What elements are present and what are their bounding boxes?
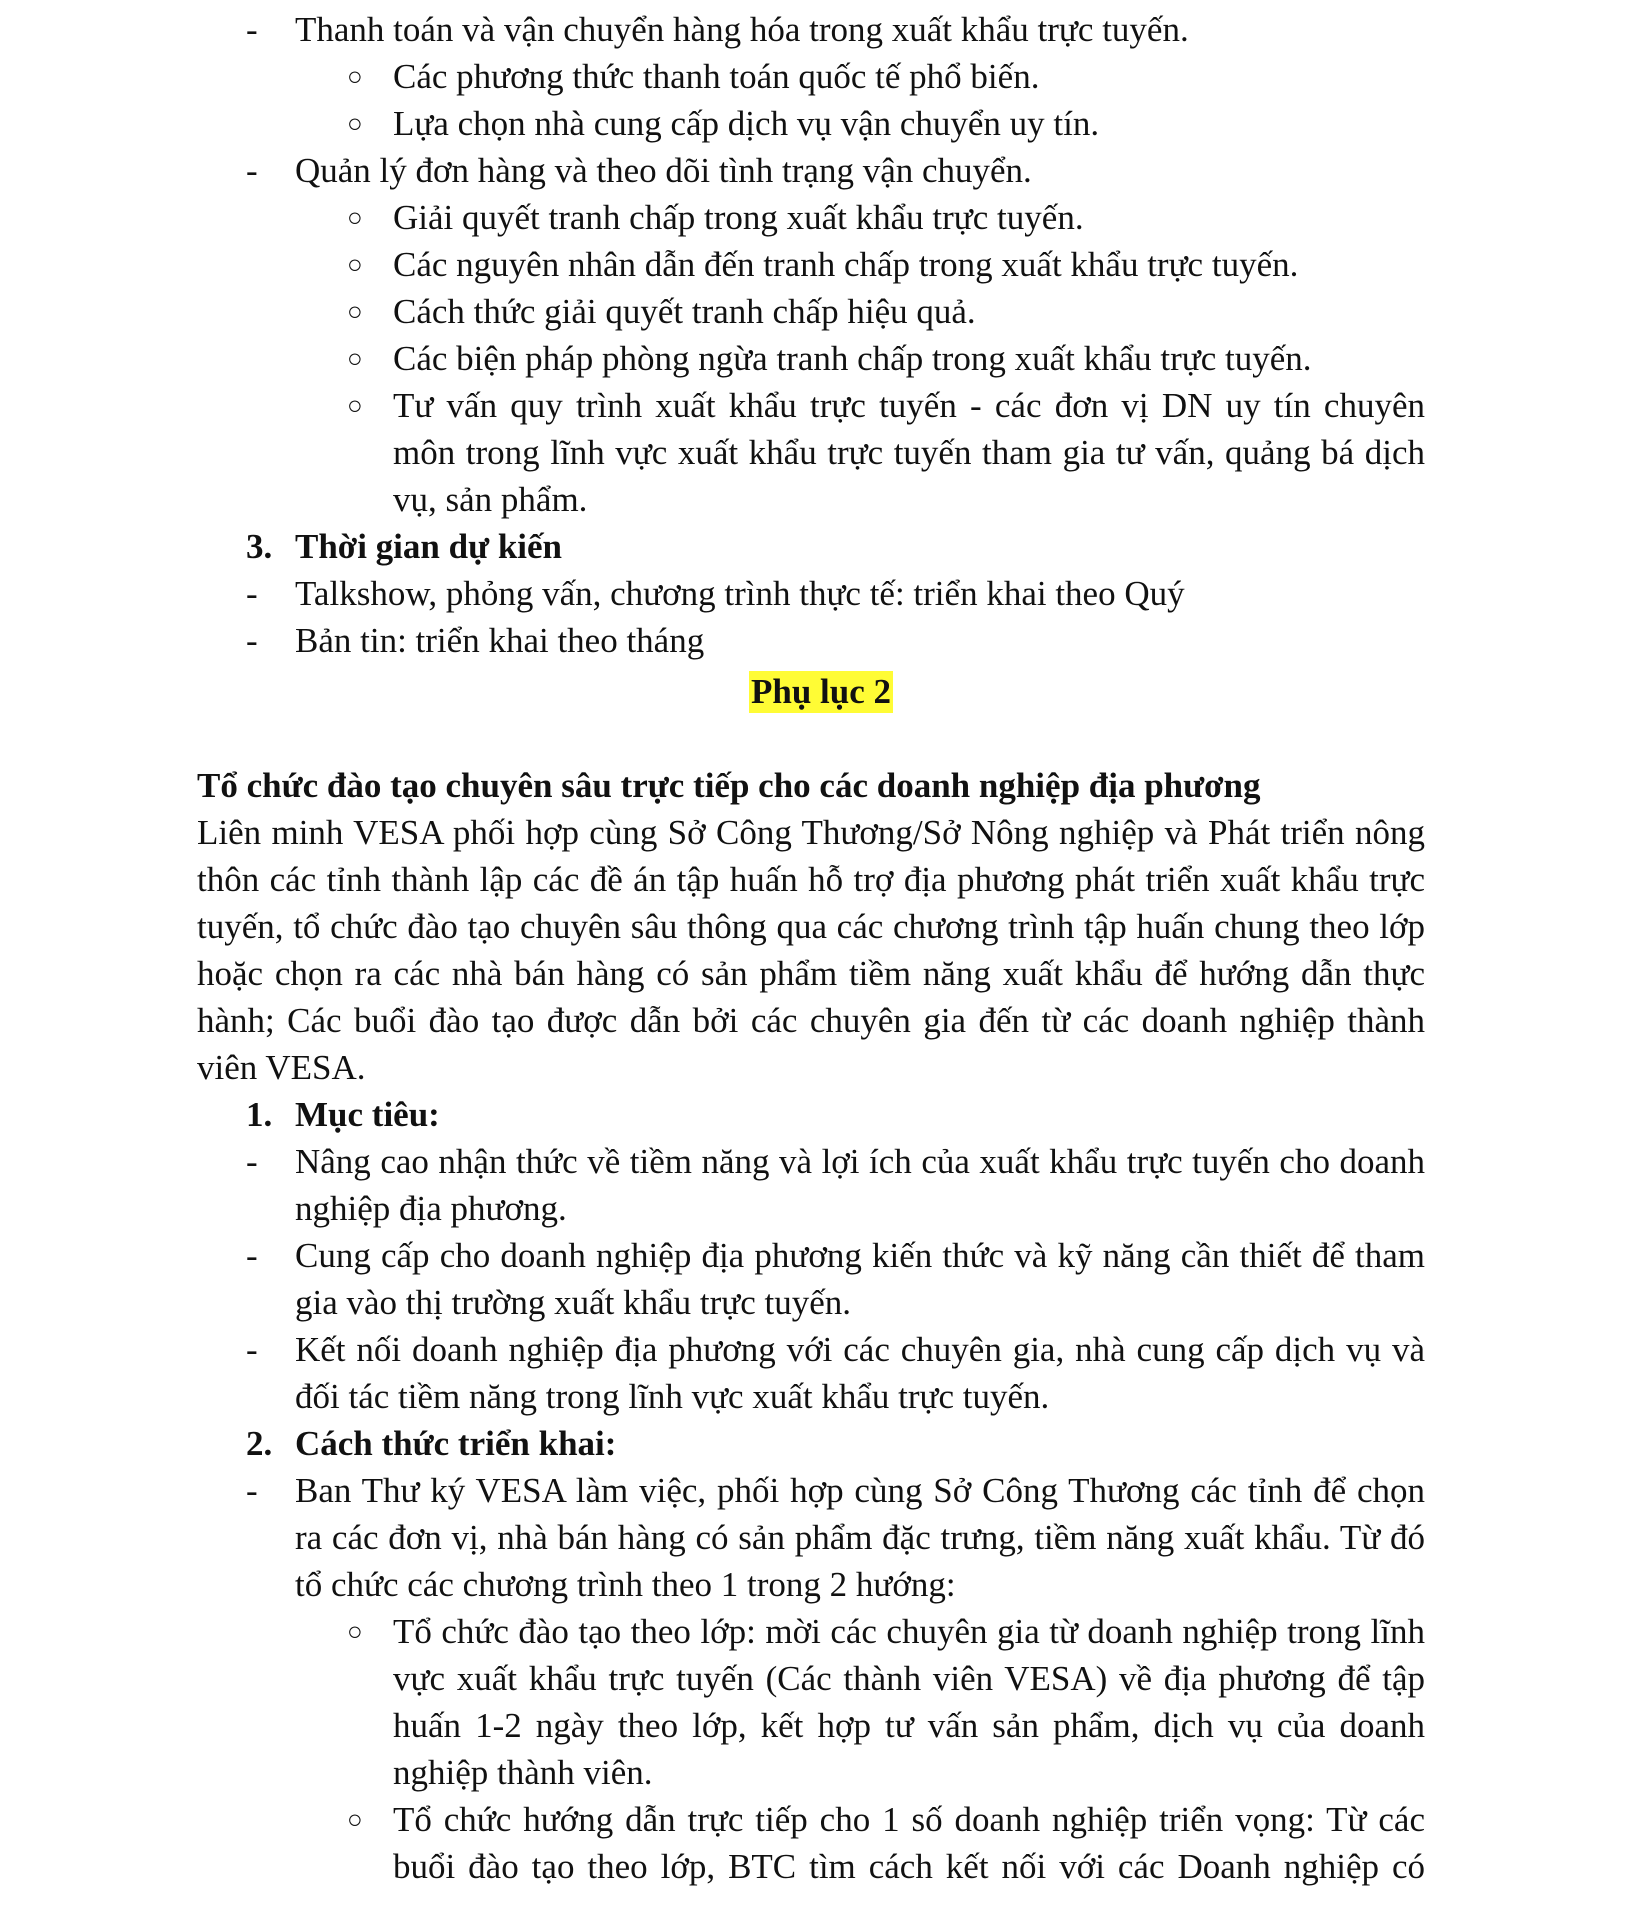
section-number: 1. bbox=[246, 1095, 273, 1134]
circle-bullet-icon: ○ bbox=[347, 109, 363, 138]
list-item-text: Talkshow, phỏng vấn, chương trình thực tế: triển khai theo Quý bbox=[295, 574, 1185, 613]
list-item-text: Tổ chức hướng dẫn trực tiếp cho 1 số doanh nghiệp triển vọng: Từ các buổi đào tạo theo lớp, BTC tìm cách kết nối với các Doanh nghiệp có bbox=[393, 1800, 1425, 1886]
circle-bullet-icon: ○ bbox=[347, 1805, 363, 1834]
circle-bullet-icon: ○ bbox=[347, 62, 363, 91]
appendix-heading: Tổ chức đào tạo chuyên sâu trực tiếp cho các doanh nghiệp địa phương bbox=[197, 766, 1261, 805]
list-item bbox=[0, 335, 1642, 382]
circle-bullet-icon: ○ bbox=[347, 344, 363, 373]
circle-bullet-icon: ○ bbox=[347, 297, 363, 326]
list-item bbox=[0, 570, 1642, 617]
appendix-title-wrap bbox=[0, 668, 1642, 715]
list-item-text: Kết nối doanh nghiệp địa phương với các chuyên gia, nhà cung cấp dịch vụ và đối tác tiềm năng trong lĩnh vực xuất khẩu trực tuyến. bbox=[295, 1330, 1425, 1416]
list-item bbox=[0, 53, 1642, 100]
list-item bbox=[0, 1138, 1642, 1232]
dash-marker: - bbox=[246, 1142, 258, 1181]
list-item bbox=[0, 617, 1642, 664]
appendix-body bbox=[0, 762, 1642, 1890]
section-number: 3. bbox=[246, 527, 273, 566]
dash-marker: - bbox=[246, 151, 258, 190]
list-item bbox=[0, 1467, 1642, 1608]
list-item-text: Cách thức giải quyết tranh chấp hiệu quả. bbox=[393, 292, 976, 331]
top-list bbox=[0, 6, 1642, 664]
dash-marker: - bbox=[246, 1236, 258, 1275]
list-item-text: Các biện pháp phòng ngừa tranh chấp trong xuất khẩu trực tuyến. bbox=[393, 339, 1312, 378]
section-heading-text: Cách thức triển khai: bbox=[295, 1424, 617, 1463]
list-item bbox=[0, 1796, 1642, 1890]
section-heading bbox=[0, 523, 1642, 570]
dash-marker: - bbox=[246, 1471, 258, 1510]
list-item-text: Cung cấp cho doanh nghiệp địa phương kiến thức và kỹ năng cần thiết để tham gia vào thị trường xuất khẩu trực tuyến. bbox=[295, 1236, 1425, 1322]
list-item bbox=[0, 241, 1642, 288]
list-item bbox=[0, 382, 1642, 523]
list-item-text: Giải quyết tranh chấp trong xuất khẩu trực tuyến. bbox=[393, 198, 1084, 237]
list-item-text: Lựa chọn nhà cung cấp dịch vụ vận chuyển uy tín. bbox=[393, 104, 1100, 143]
circle-bullet-icon: ○ bbox=[347, 250, 363, 279]
list-item bbox=[0, 147, 1642, 194]
dash-marker: - bbox=[246, 574, 258, 613]
list-item bbox=[0, 1608, 1642, 1796]
section-heading-text: Thời gian dự kiến bbox=[295, 527, 563, 566]
section-heading bbox=[0, 1420, 1642, 1467]
list-item bbox=[0, 1232, 1642, 1326]
list-item bbox=[0, 1326, 1642, 1420]
appendix-intro: Liên minh VESA phối hợp cùng Sở Công Thương/Sở Nông nghiệp và Phát triển nông thôn các tỉnh thành lập các đề án tập huấn hỗ trợ địa phương phát triển xuất khẩu trực tuyến, tổ chức đào tạo chuyên sâu thông qua các chương trình tập huấn chung theo lớp hoặc chọn ra các nhà bán hàng có sản phẩm tiềm năng xuất khẩu để hướng dẫn thực hành; Các buổi đào tạo được dẫn bởi các chuyên gia đến từ các doanh nghiệp thành viên VESA. bbox=[197, 813, 1425, 1087]
dash-marker: - bbox=[246, 621, 258, 660]
list-item-text: Nâng cao nhận thức về tiềm năng và lợi ích của xuất khẩu trực tuyến cho doanh nghiệp địa phương. bbox=[295, 1142, 1425, 1228]
section-heading-text: Mục tiêu: bbox=[295, 1095, 440, 1134]
dash-marker: - bbox=[246, 10, 258, 49]
circle-bullet-icon: ○ bbox=[347, 391, 363, 420]
appendix-title: Phụ lục 2 bbox=[750, 672, 892, 711]
list-item-text: Các nguyên nhân dẫn đến tranh chấp trong xuất khẩu trực tuyến. bbox=[393, 245, 1299, 284]
dash-marker: - bbox=[246, 1330, 258, 1369]
list-item-text: Các phương thức thanh toán quốc tế phổ biến. bbox=[393, 57, 1040, 96]
list-item-text: Quản lý đơn hàng và theo dõi tình trạng vận chuyển. bbox=[295, 151, 1032, 190]
list-item bbox=[0, 194, 1642, 241]
list-item-text: Bản tin: triển khai theo tháng bbox=[295, 621, 705, 660]
section-number: 2. bbox=[246, 1424, 273, 1463]
circle-bullet-icon: ○ bbox=[347, 203, 363, 232]
list-item-text: Ban Thư ký VESA làm việc, phối hợp cùng Sở Công Thương các tỉnh để chọn ra các đơn vị, nhà bán hàng có sản phẩm đặc trưng, tiềm năng xuất khẩu. Từ đó tổ chức các chương trình theo 1 trong 2 hướng: bbox=[295, 1471, 1425, 1604]
circle-bullet-icon: ○ bbox=[347, 1617, 363, 1646]
list-item bbox=[0, 100, 1642, 147]
list-item-text: Tổ chức đào tạo theo lớp: mời các chuyên gia từ doanh nghiệp trong lĩnh vực xuất khẩu trực tuyến (Các thành viên VESA) về địa phương để tập huấn 1-2 ngày theo lớp, kết hợp tư vấn sản phẩm, dịch vụ của doanh nghiệp thành viên. bbox=[393, 1612, 1425, 1792]
list-item bbox=[0, 288, 1642, 335]
list-item bbox=[0, 6, 1642, 53]
list-item-text: Thanh toán và vận chuyển hàng hóa trong xuất khẩu trực tuyến. bbox=[295, 10, 1189, 49]
section-heading bbox=[0, 1091, 1642, 1138]
list-item-text: Tư vấn quy trình xuất khẩu trực tuyến - các đơn vị DN uy tín chuyên môn trong lĩnh vực xuất khẩu trực tuyến tham gia tư vấn, quảng bá dịch vụ, sản phẩm. bbox=[393, 386, 1425, 519]
